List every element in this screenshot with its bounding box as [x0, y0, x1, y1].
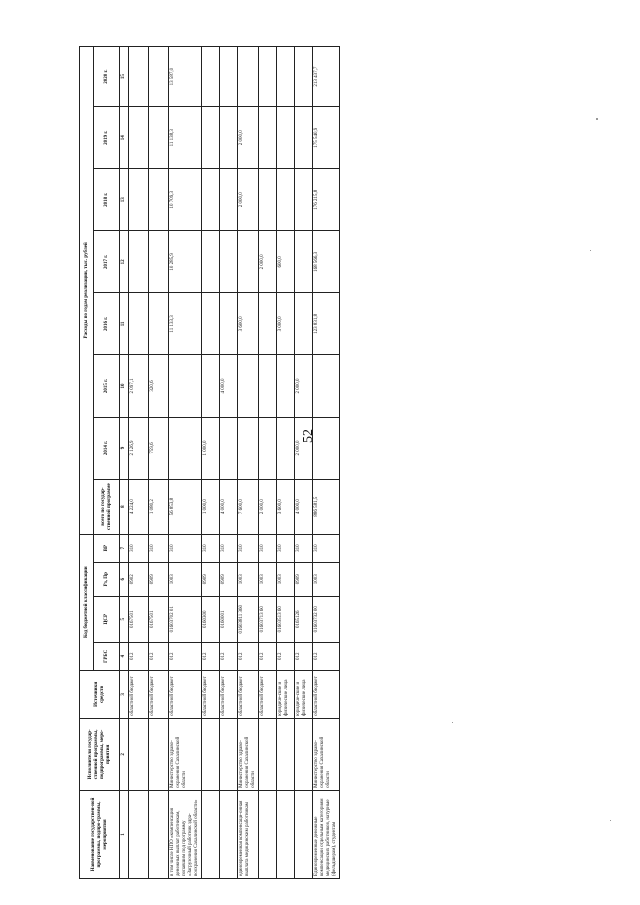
cell-y2016: [220, 293, 238, 355]
cell-rzpr: 0909: [149, 562, 169, 596]
cell-y2015: 320,6: [149, 355, 169, 417]
cell-rzpr: 0909: [295, 562, 313, 596]
cell-y2020: [129, 47, 149, 107]
col-number: 11: [120, 293, 129, 355]
cell-executor: [277, 718, 295, 790]
cell-y2016: 11 133,3: [169, 293, 202, 355]
cell-y2016: 123 831,8: [313, 293, 340, 355]
cell-rzpr: 0909: [202, 562, 220, 596]
cell-rzpr: 0909: [220, 562, 238, 596]
cell-y2014: [169, 417, 202, 479]
cell-source: областной бюджет: [169, 670, 202, 718]
cell-name: [295, 790, 313, 878]
cell-executor: [259, 718, 277, 790]
page-number: 52: [301, 429, 316, 443]
cell-y2019: [149, 107, 169, 169]
cell-executor: [220, 718, 238, 790]
cell-total: 56 853,8: [169, 479, 202, 534]
cell-name: [149, 790, 169, 878]
cell-rzpr: 1003: [169, 562, 202, 596]
cell-y2014: 759,6: [149, 417, 169, 479]
budget-table: [79, 46, 340, 879]
cell-y2019: [129, 107, 149, 169]
header-total: всего по государ-ственной программе: [94, 479, 120, 534]
header-csr: ЦСР: [94, 596, 120, 642]
cell-vr: 310: [149, 534, 169, 562]
scan-speck: [596, 118, 598, 120]
cell-rzpr: 1003: [238, 562, 259, 596]
cell-y2018: [202, 169, 220, 231]
cell-y2016: [259, 293, 277, 355]
cell-y2020: [277, 47, 295, 107]
cell-total: 4 000,0: [220, 479, 238, 534]
cell-vr: 310: [259, 534, 277, 562]
cell-csr: 01603513 60: [277, 596, 295, 642]
cell-vr: 310: [169, 534, 202, 562]
cell-y2019: [259, 107, 277, 169]
col-number: 6: [120, 562, 129, 596]
header-name: Наименование государствен-ной программы, подпро-граммы, мероприятия: [80, 790, 120, 878]
table-row: [277, 47, 295, 879]
header-grbs: ГРБС: [94, 642, 120, 670]
cell-y2017: [129, 231, 149, 293]
cell-vr: 310: [129, 534, 149, 562]
cell-y2020: 13 587,0: [169, 47, 202, 107]
cell-y2015: 2 097,1: [129, 355, 149, 417]
cell-executor: [295, 718, 313, 790]
cell-y2016: [129, 293, 149, 355]
cell-grbs: 012: [313, 642, 340, 670]
col-number: 12: [120, 231, 129, 293]
cell-name: [202, 790, 220, 878]
cell-y2017: [149, 231, 169, 293]
cell-name: [129, 790, 149, 878]
header-2017: 2017 г.: [94, 231, 120, 293]
cell-vr: 310: [220, 534, 238, 562]
cell-name: единовременная компенсаци-онная выплата медицинским работникам: [238, 790, 259, 878]
cell-vr: 310: [313, 534, 340, 562]
cell-y2019: [277, 107, 295, 169]
column-number-row: [120, 47, 129, 879]
cell-grbs: 012: [149, 642, 169, 670]
col-number: 8: [120, 479, 129, 534]
cell-vr: 310: [202, 534, 220, 562]
budget-table-container: [79, 46, 337, 879]
cell-y2017: [220, 231, 238, 293]
table-row: [259, 47, 277, 879]
header-2020: 2020 г.: [94, 47, 120, 107]
table-row: [238, 47, 259, 879]
cell-y2018: [277, 169, 295, 231]
cell-y2014: 2 000,0: [295, 417, 313, 479]
scan-speck: [610, 820, 611, 821]
cell-total: 7 600,0: [238, 479, 259, 534]
col-number: 7: [120, 534, 129, 562]
cell-y2020: [295, 47, 313, 107]
cell-y2015: [169, 355, 202, 417]
table-row: [129, 47, 149, 879]
table-row: [220, 47, 238, 879]
cell-y2018: 176 215,8: [313, 169, 340, 231]
cell-grbs: 012: [129, 642, 149, 670]
cell-rzpr: 1003: [259, 562, 277, 596]
cell-total: 3 600,0: [277, 479, 295, 534]
header-executor: Исполнители государ-ственной программы, подпрограммы, меро-приятия: [80, 718, 120, 790]
cell-name: [259, 790, 277, 878]
cell-y2019: [202, 107, 220, 169]
cell-csr: 01603713 60: [259, 596, 277, 642]
cell-name: в том числе НПО «компенсация денежных выплат работникам, попавшим под программу «Загрузочный работник здра-воохранения Сахалинской области»: [169, 790, 202, 878]
cell-total: 1 000,0: [202, 479, 220, 534]
header-expenses-group: Расходы по годам реализации, тыс. рублей: [80, 47, 94, 535]
cell-source: юридиче-ские и физические лица: [277, 670, 295, 718]
col-number: 5: [120, 596, 129, 642]
cell-grbs: 012: [202, 642, 220, 670]
cell-source: областной бюджет: [202, 670, 220, 718]
col-number: 4: [120, 642, 129, 670]
col-number: 1: [120, 790, 129, 878]
cell-y2017: [238, 231, 259, 293]
cell-y2019: 2 000,0: [238, 107, 259, 169]
col-number: 13: [120, 169, 129, 231]
cell-y2015: [277, 355, 295, 417]
cell-total: 886 581,5: [313, 479, 340, 534]
table-row: [313, 47, 340, 879]
cell-y2018: [149, 169, 169, 231]
cell-y2019: 11 138,3: [169, 107, 202, 169]
cell-y2020: [238, 47, 259, 107]
header-rzpr: Рз, Пр: [94, 562, 120, 596]
header-2014: 2014 г.: [94, 417, 120, 479]
cell-name: [220, 790, 238, 878]
col-number: 10: [120, 355, 129, 417]
col-number: 3: [120, 670, 129, 718]
cell-rzpr: 1003: [277, 562, 295, 596]
cell-y2016: [202, 293, 220, 355]
cell-rzpr: 0902: [129, 562, 149, 596]
cell-y2020: [149, 47, 169, 107]
cell-total: 2 000,0: [259, 479, 277, 534]
cell-executor: [202, 718, 220, 790]
cell-y2014: [259, 417, 277, 479]
cell-y2019: 175 540,9: [313, 107, 340, 169]
cell-name: Единовременные денежные компенсации отдельным категориям медицинских работников, натурные (фельдшерам), студентам: [313, 790, 340, 878]
cell-y2017: 168 566,3: [313, 231, 340, 293]
header-2016: 2016 г.: [94, 293, 120, 355]
cell-source: областной бюджет: [238, 670, 259, 718]
cell-y2015: [238, 355, 259, 417]
cell-y2015: [313, 355, 340, 417]
cell-y2018: [220, 169, 238, 231]
cell-grbs: 012: [295, 642, 313, 670]
cell-vr: 310: [277, 534, 295, 562]
cell-source: областной бюджет: [220, 670, 238, 718]
header-2019: 2019 г.: [94, 107, 120, 169]
cell-executor: Министерство здраво-охранения Сахалинской области: [313, 718, 340, 790]
cell-csr: 01603702 01: [169, 596, 202, 642]
cell-y2016: [149, 293, 169, 355]
cell-y2018: [295, 169, 313, 231]
header-2015: 2015 г.: [94, 355, 120, 417]
cell-y2015: 2 000,0: [295, 355, 313, 417]
cell-y2016: [295, 293, 313, 355]
cell-executor: [129, 718, 149, 790]
cell-y2016: 3 000,0: [277, 293, 295, 355]
cell-y2017: 600,0: [277, 231, 295, 293]
cell-y2015: 4 000,0: [220, 355, 238, 417]
cell-grbs: 012: [238, 642, 259, 670]
cell-y2020: [202, 47, 220, 107]
cell-executor: Министерство здраво-охранения Сахалинской области: [238, 718, 259, 790]
cell-source: областной бюджет: [313, 670, 340, 718]
cell-y2017: 2 000,0: [259, 231, 277, 293]
cell-y2014: 1 000,0: [202, 417, 220, 479]
cell-csr: 0167501: [149, 596, 169, 642]
cell-y2019: [220, 107, 238, 169]
cell-y2017: 10 285,9: [169, 231, 202, 293]
cell-source: областной бюджет: [129, 670, 149, 718]
cell-name: [277, 790, 295, 878]
col-number: 9: [120, 417, 129, 479]
header-source: Источники средств: [80, 670, 120, 718]
cell-y2018: 10 709,3: [169, 169, 202, 231]
cell-y2014: [277, 417, 295, 479]
cell-y2015: [259, 355, 277, 417]
cell-executor: [149, 718, 169, 790]
table-row: [169, 47, 202, 879]
cell-csr: 0167501: [129, 596, 149, 642]
col-number: 14: [120, 107, 129, 169]
cell-vr: 310: [238, 534, 259, 562]
cell-source: юридиче-ские и физические лица: [295, 670, 313, 718]
cell-source: областной бюджет: [149, 670, 169, 718]
header-vr: ВР: [94, 534, 120, 562]
cell-y2015: [202, 355, 220, 417]
cell-total: 4 224,0: [129, 479, 149, 534]
cell-y2014: [220, 417, 238, 479]
header-2018: 2018 г.: [94, 169, 120, 231]
cell-csr: 01603732 00: [313, 596, 340, 642]
cell-y2018: [129, 169, 149, 231]
cell-total: 4 000,0: [295, 479, 313, 534]
cell-rzpr: 1003: [313, 562, 340, 596]
cell-y2016: 3 600,0: [238, 293, 259, 355]
cell-csr: 0160001: [220, 596, 238, 642]
cell-source: областной бюджет: [259, 670, 277, 718]
cell-y2018: [259, 169, 277, 231]
table-row: [149, 47, 169, 879]
cell-csr: 0160300: [202, 596, 220, 642]
cell-total: 1 080,2: [149, 479, 169, 534]
col-number: 2: [120, 718, 129, 790]
scan-speck: [590, 250, 591, 251]
cell-y2017: [202, 231, 220, 293]
cell-y2018: 2 000,0: [238, 169, 259, 231]
col-number: 15: [120, 47, 129, 107]
cell-y2020: [259, 47, 277, 107]
cell-grbs: 012: [277, 642, 295, 670]
cell-y2014: 2 126,9: [129, 417, 149, 479]
cell-vr: 310: [295, 534, 313, 562]
cell-y2020: 213 437,7: [313, 47, 340, 107]
cell-y2014: [238, 417, 259, 479]
cell-y2020: [220, 47, 238, 107]
header-budget-group: Код бюджетной классификации: [80, 534, 94, 670]
table-row: [202, 47, 220, 879]
cell-grbs: 012: [220, 642, 238, 670]
scan-speck: [452, 722, 453, 723]
cell-y2017: [295, 231, 313, 293]
cell-grbs: 012: [259, 642, 277, 670]
table-row: [295, 47, 313, 879]
cell-y2019: [295, 107, 313, 169]
cell-executor: Министерство здраво-охранения Сахалинской области: [169, 718, 202, 790]
cell-csr: 01603811 360: [238, 596, 259, 642]
rotated-table-frame: [79, 46, 337, 879]
cell-y2014: [313, 417, 340, 479]
table-body: [129, 47, 340, 879]
cell-grbs: 012: [169, 642, 202, 670]
cell-csr: 0165126: [295, 596, 313, 642]
